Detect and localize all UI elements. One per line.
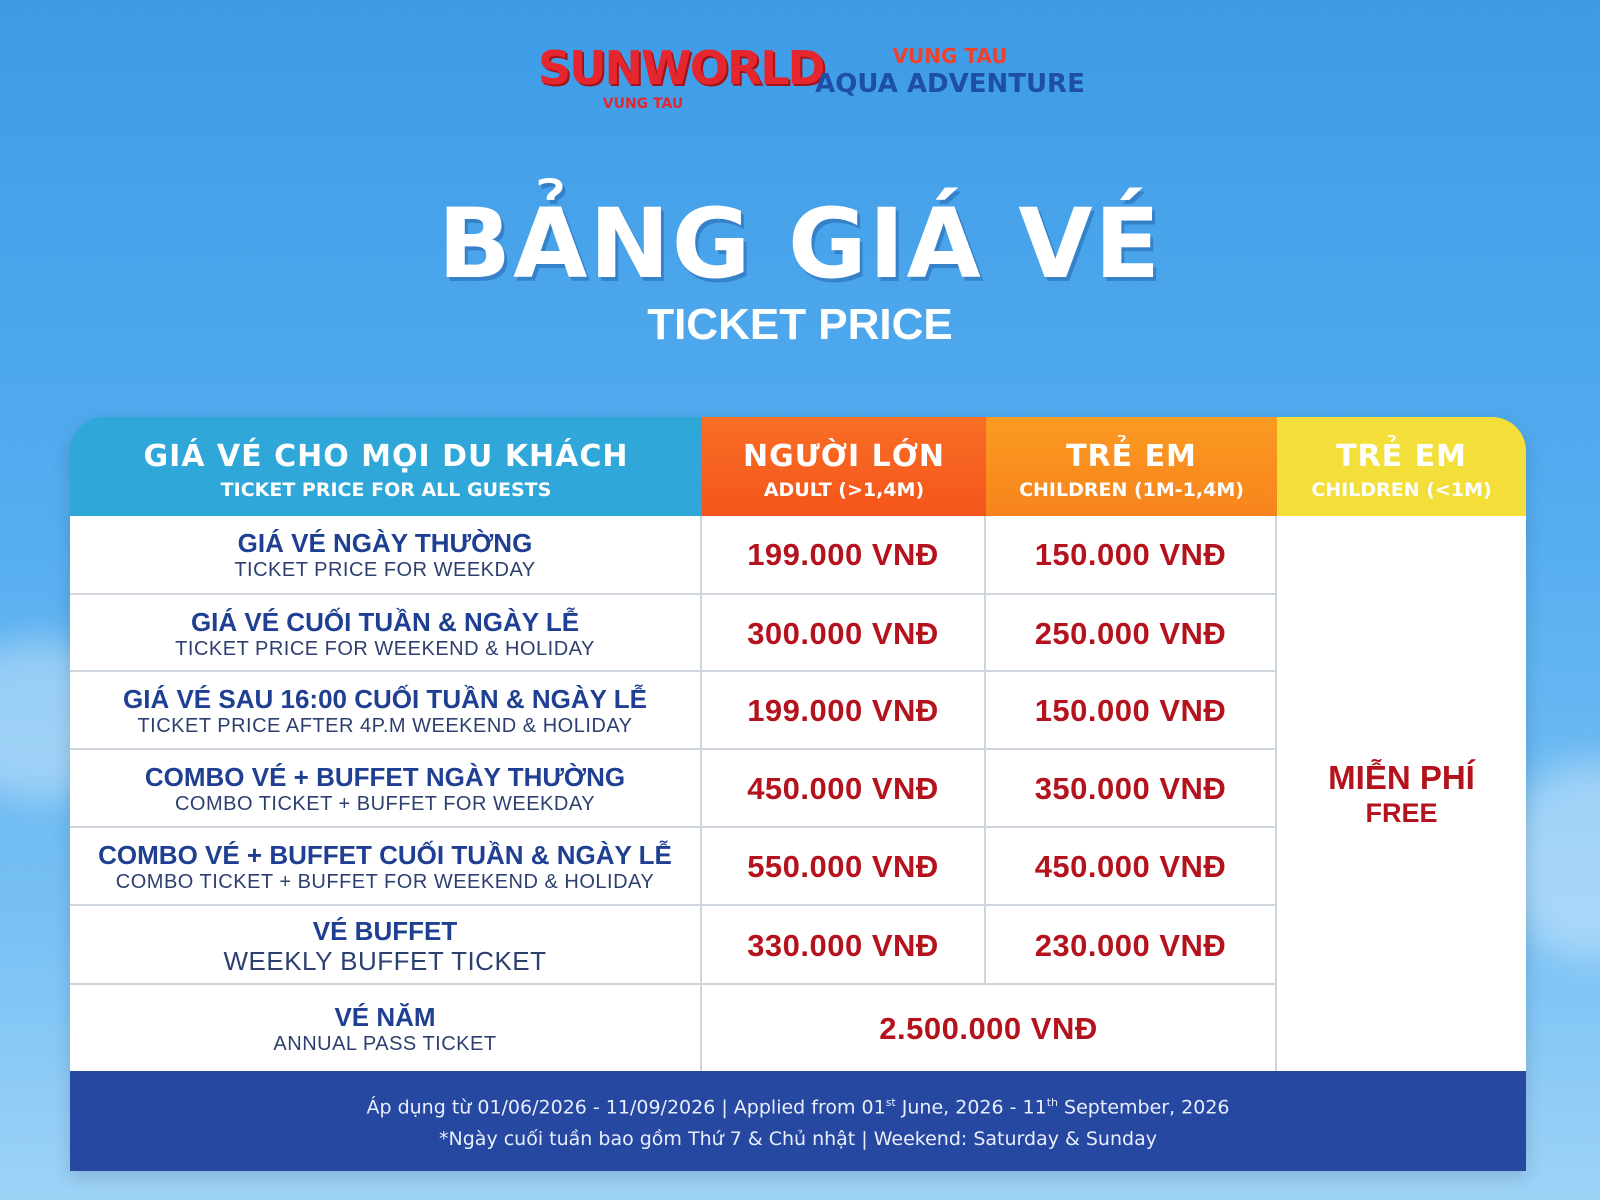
column-header-vi: TRẺ EM <box>1336 439 1467 474</box>
page-subtitle: TICKET PRICE <box>647 300 953 349</box>
adult-price: 199.000 VNĐ <box>747 536 939 572</box>
adult-price-cell <box>702 750 986 828</box>
child-price: 150.000 VNĐ <box>1034 693 1227 728</box>
column-header-vi: NGƯỜI LỚN <box>742 439 946 474</box>
aqua-logo-bottom: AQUA ADVENTURE <box>815 69 1085 99</box>
ticket-type-vi: GIÁ VÉ NGÀY THƯỜNG <box>237 527 533 558</box>
column-header-vi: GIÁ VÉ CHO MỌI DU KHÁCH <box>143 439 629 474</box>
ticket-type-en: WEEKLY BUFFET TICKET <box>223 945 547 976</box>
column-header-guests <box>70 417 702 516</box>
weekend-note: *Ngày cuối tuần bao gồm Thứ 7 & Chủ nhật | Weekend: Saturday & Sunday <box>439 1127 1157 1150</box>
table-row <box>70 826 1277 906</box>
ticket-type-vi: VÉ NĂM <box>334 1002 436 1032</box>
footer-notes <box>70 1071 1526 1171</box>
validity-note <box>366 1087 1229 1123</box>
child-price-cell <box>986 595 1277 672</box>
adult-price: 330.000 VNĐ <box>747 927 939 963</box>
page-title: BẢNG GIÁ VÉ <box>437 188 1163 300</box>
ticket-type-en: TICKET PRICE FOR WEEKDAY <box>234 558 536 581</box>
child-price: 450.000 VNĐ <box>1034 849 1227 884</box>
child-price-cell <box>986 750 1277 828</box>
adult-price: 300.000 VNĐ <box>747 615 939 651</box>
column-header-small-children <box>1277 417 1526 516</box>
validity-note-part: June, 2026 - 11 <box>895 1096 1047 1119</box>
child-price-cell <box>986 516 1277 593</box>
sunworld-logo-main: SUNWORLD <box>538 41 824 95</box>
child-price: 250.000 VNĐ <box>1034 615 1227 651</box>
ticket-type-cell <box>70 750 702 828</box>
adult-price-cell <box>702 906 986 985</box>
sunworld-logo <box>538 40 824 120</box>
column-header-en: TICKET PRICE FOR ALL GUESTS <box>220 479 552 501</box>
free-cell <box>1277 516 1526 1071</box>
annual-pass-price: 2.500.000 VNĐ <box>879 1011 1098 1046</box>
ticket-type-en: COMBO TICKET + BUFFET FOR WEEKDAY <box>174 793 596 815</box>
table-row <box>70 593 1277 672</box>
validity-note-part: Áp dụng từ 01/06/2026 - 11/09/2026 | Applied from 01 <box>366 1096 886 1119</box>
ticket-type-cell <box>70 985 702 1073</box>
child-price-cell <box>986 828 1277 906</box>
table-row <box>70 748 1277 828</box>
column-header-vi: TRẺ EM <box>1066 439 1197 474</box>
child-price-cell <box>986 906 1277 985</box>
free-label-en: FREE <box>1365 797 1438 828</box>
child-price: 230.000 VNĐ <box>1034 927 1227 963</box>
ticket-price-table <box>70 417 1526 1171</box>
column-header-children <box>986 417 1277 516</box>
adult-price-cell <box>702 595 986 672</box>
free-label-vi: MIỄN PHÍ <box>1328 758 1475 796</box>
child-price: 150.000 VNĐ <box>1034 536 1227 572</box>
table-row <box>70 983 1277 1073</box>
adult-price: 550.000 VNĐ <box>747 849 939 884</box>
annual-pass-price-cell <box>702 985 1277 1073</box>
ticket-type-vi: GIÁ VÉ CUỐI TUẦN & NGÀY LỄ <box>190 606 580 637</box>
child-price: 350.000 VNĐ <box>1034 771 1227 806</box>
sunworld-logo-sub: VUNG TAU <box>602 96 684 112</box>
column-header-en: ADULT (>1,4M) <box>763 479 925 501</box>
ticket-type-cell <box>70 828 702 906</box>
ticket-type-cell <box>70 672 702 750</box>
adult-price: 450.000 VNĐ <box>747 771 939 806</box>
ticket-type-en: TICKET PRICE FOR WEEKEND & HOLIDAY <box>175 637 595 660</box>
table-row <box>70 670 1277 750</box>
ticket-type-cell <box>70 595 702 672</box>
table-row <box>70 904 1277 985</box>
ordinal-suffix: st <box>885 1096 896 1110</box>
column-header-en: CHILDREN (1M-1,4M) <box>1019 479 1244 501</box>
ticket-type-vi: COMBO VÉ + BUFFET CUỐI TUẦN & NGÀY LỄ <box>98 840 672 870</box>
validity-note-part: September, 2026 <box>1058 1096 1230 1119</box>
ticket-type-en: COMBO TICKET + BUFFET FOR WEEKEND & HOLIDAY <box>115 871 655 893</box>
ticket-type-cell <box>70 906 702 985</box>
adult-price-cell <box>702 828 986 906</box>
ticket-type-cell <box>70 516 702 593</box>
ticket-type-vi: COMBO VÉ + BUFFET NGÀY THƯỜNG <box>144 762 626 792</box>
adult-price-cell <box>702 672 986 750</box>
ticket-type-en: ANNUAL PASS TICKET <box>273 1033 497 1055</box>
ticket-type-en: TICKET PRICE AFTER 4P.M WEEKEND & HOLIDAY <box>137 715 633 737</box>
adult-price: 199.000 VNĐ <box>747 693 939 728</box>
aqua-adventure-logo <box>810 44 1090 104</box>
column-header-adult <box>702 417 986 516</box>
ticket-type-vi: VÉ BUFFET <box>312 915 458 946</box>
child-price-cell <box>986 672 1277 750</box>
aqua-logo-top: VUNG TAU <box>892 44 1008 68</box>
adult-price-cell <box>702 516 986 593</box>
ordinal-suffix: th <box>1046 1096 1059 1110</box>
table-row <box>70 516 1277 593</box>
column-header-en: CHILDREN (<1M) <box>1311 479 1492 501</box>
ticket-type-vi: GIÁ VÉ SAU 16:00 CUỐI TUẦN & NGÀY LỄ <box>123 684 647 714</box>
